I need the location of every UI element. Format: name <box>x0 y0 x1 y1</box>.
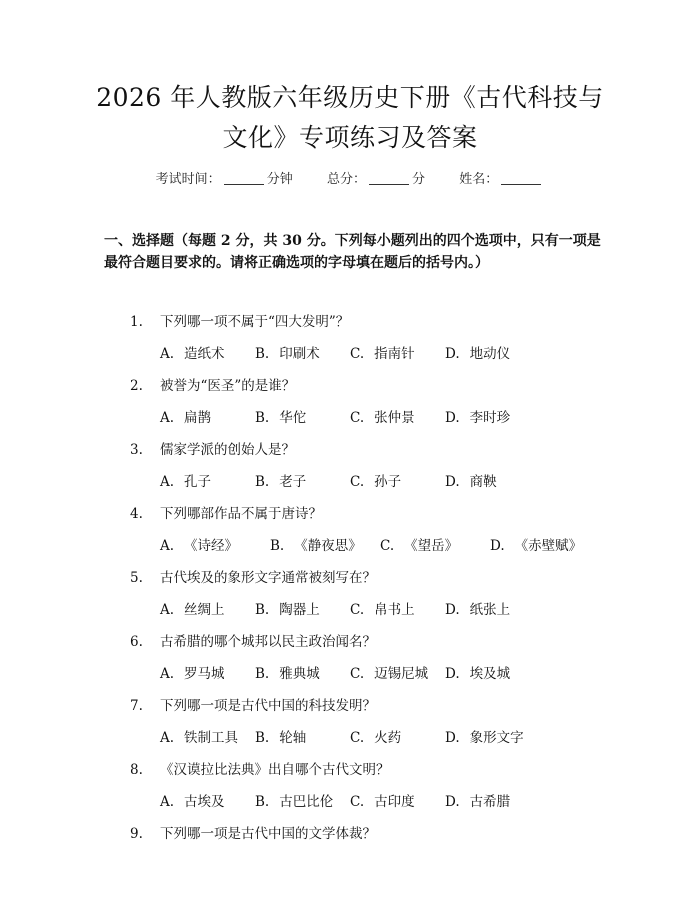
question-4-options <box>160 534 600 554</box>
question-number: 8. <box>130 762 143 778</box>
question-4 <box>130 502 322 522</box>
option-a: A. 古埃及 <box>160 794 225 810</box>
time-label: 考试时间： <box>155 172 221 187</box>
name-blank <box>501 172 541 185</box>
option-c: C. 《望岳》 <box>380 538 459 554</box>
time-blank <box>224 172 264 185</box>
question-number: 9. <box>130 826 143 842</box>
question-5-options <box>160 598 540 618</box>
option-d: D. 李时珍 <box>445 410 511 426</box>
option-a: A. 《诗经》 <box>160 538 239 554</box>
option-d: D. 埃及城 <box>445 666 511 682</box>
exam-info-row <box>0 168 700 187</box>
question-number: 4. <box>130 506 143 522</box>
question-2 <box>130 374 295 394</box>
option-c: C. 帛书上 <box>350 602 415 618</box>
question-8 <box>130 758 390 778</box>
question-text: 古代埃及的象形文字通常被刻写在？ <box>160 570 376 586</box>
option-b: B. 陶器上 <box>255 602 320 618</box>
option-b: B. 华佗 <box>255 410 307 426</box>
question-7 <box>130 694 376 714</box>
title-line-2: 文化》专项练习及答案 <box>222 123 478 152</box>
option-a: A. 罗马城 <box>160 666 225 682</box>
question-9 <box>130 822 376 842</box>
question-6-options <box>160 662 540 682</box>
option-a: A. 孔子 <box>160 474 212 490</box>
option-d: D. 古希腊 <box>445 794 511 810</box>
question-number: 2. <box>130 378 143 394</box>
option-a: A. 扁鹊 <box>160 410 212 426</box>
option-d: D. 纸张上 <box>445 602 511 618</box>
option-a: A. 丝绸上 <box>160 602 225 618</box>
name-label: 姓名： <box>459 172 499 187</box>
page-title <box>60 78 640 158</box>
question-number: 5. <box>130 570 143 586</box>
option-d: D. 象形文字 <box>445 730 524 746</box>
option-b: B. 古巴比伦 <box>255 794 334 810</box>
title-line-1: 2026 年人教版六年级历史下册《古代科技与 <box>96 83 604 112</box>
question-2-options <box>160 406 540 426</box>
question-7-options <box>160 726 540 746</box>
option-c: C. 迈锡尼城 <box>350 666 429 682</box>
time-unit: 分钟 <box>266 172 293 187</box>
option-b: B. 轮轴 <box>255 730 307 746</box>
question-6 <box>130 630 376 650</box>
option-c: C. 指南针 <box>350 346 415 362</box>
option-c: C. 火药 <box>350 730 402 746</box>
question-number: 6. <box>130 634 143 650</box>
question-3 <box>130 438 295 458</box>
question-1 <box>130 310 349 330</box>
question-text: 下列哪部作品不属于唐诗？ <box>160 506 322 522</box>
option-c: C. 张仲景 <box>350 410 415 426</box>
question-number: 7. <box>130 698 143 714</box>
question-8-options <box>160 790 540 810</box>
question-number: 1. <box>130 314 143 330</box>
question-5 <box>130 566 376 586</box>
option-c: C. 古印度 <box>350 794 415 810</box>
section-heading: 一、选择题（每题 2 分，共 30 分。下列每小题列出的四个选项中，只有一项是最符合题目要求的。请将正确选项的字母填在题后的括号内。） <box>104 233 601 271</box>
score-label: 总分： <box>326 172 366 187</box>
option-b: B. 老子 <box>255 474 307 490</box>
question-text: 下列哪一项是古代中国的科技发明？ <box>160 698 376 714</box>
option-a: A. 铁制工具 <box>160 730 239 746</box>
score-blank <box>369 172 409 185</box>
option-a: A. 造纸术 <box>160 346 225 362</box>
question-1-options <box>160 342 540 362</box>
question-text: 下列哪一项是古代中国的文学体裁？ <box>160 826 376 842</box>
option-b: B. 雅典城 <box>255 666 320 682</box>
score-unit: 分 <box>412 172 426 187</box>
question-text: 下列哪一项不属于“四大发明”？ <box>160 314 350 330</box>
question-text: 被誉为“医圣”的是谁？ <box>160 378 296 394</box>
option-d: D. 《赤壁赋》 <box>490 538 583 554</box>
option-c: C. 孙子 <box>350 474 402 490</box>
question-3-options <box>160 470 540 490</box>
question-number: 3. <box>130 442 143 458</box>
option-d: D. 商鞅 <box>445 474 497 490</box>
question-text: 古希腊的哪个城邦以民主政治闻名？ <box>160 634 376 650</box>
option-b: B. 印刷术 <box>255 346 320 362</box>
option-b: B. 《静夜思》 <box>270 538 362 554</box>
question-text: 儒家学派的创始人是？ <box>160 442 295 458</box>
option-d: D. 地动仪 <box>445 346 511 362</box>
question-text: 《汉谟拉比法典》出自哪个古代文明？ <box>160 762 390 778</box>
